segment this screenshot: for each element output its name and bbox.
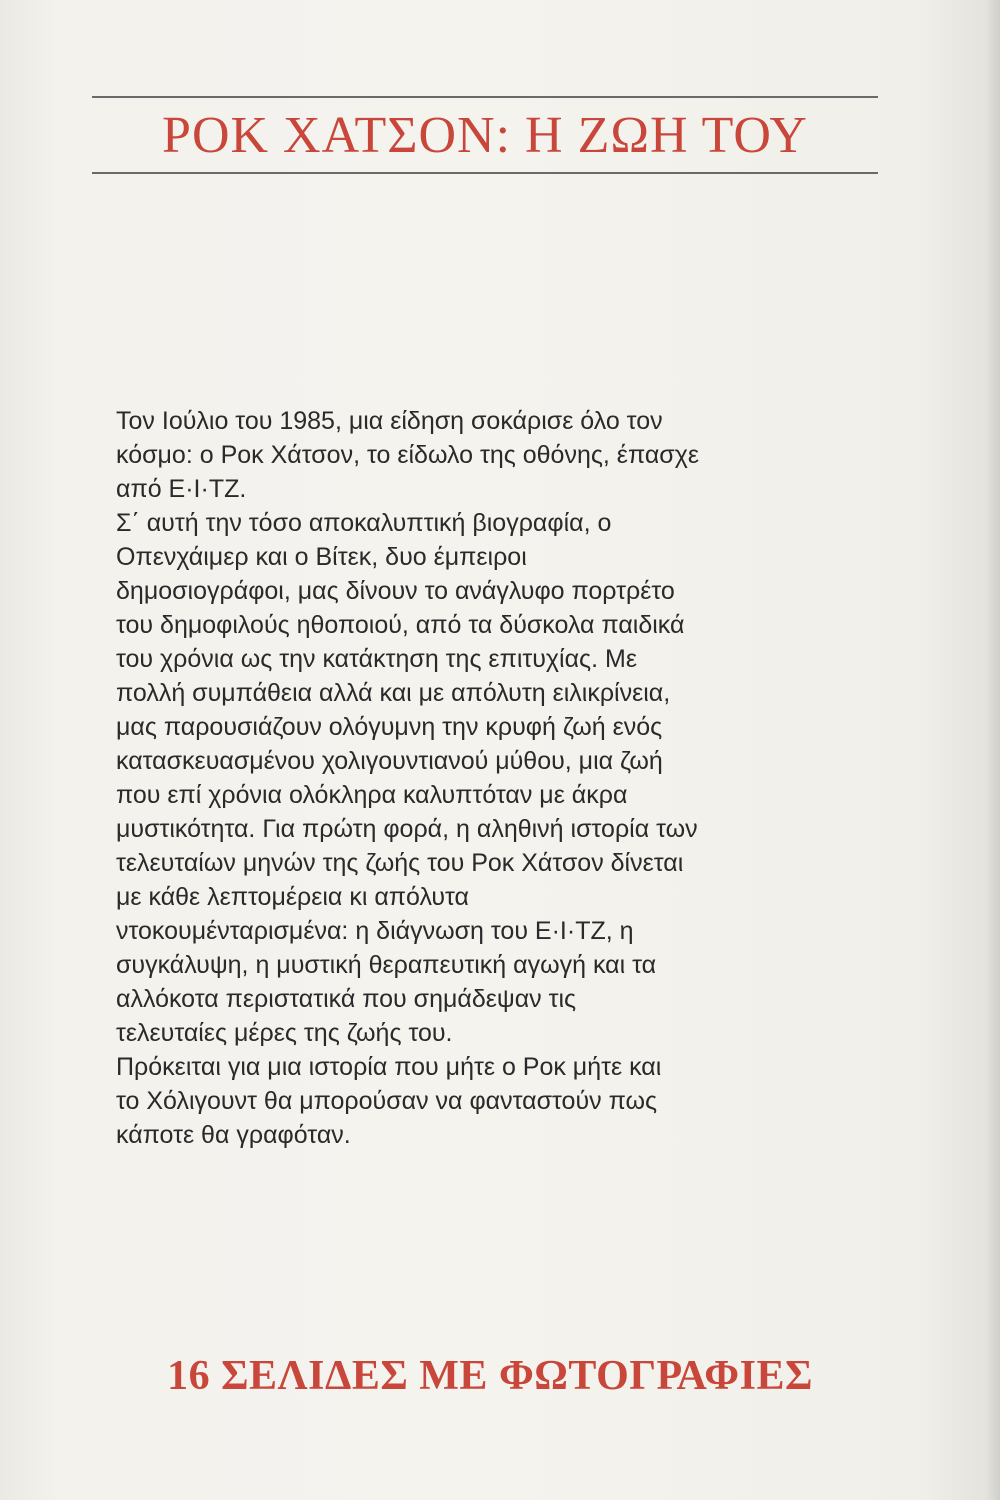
blurb-paragraph-1: Τον Ιούλιο του 1985, μια είδηση σοκάρισε όλο τον κόσμο: ο Ροκ Χάτσον, το είδωλο της οθόνης, έπασχε από Ε·Ι·ΤΖ. xyxy=(116,407,699,503)
spine-edge-shadow xyxy=(986,0,1000,1500)
title-top-rule xyxy=(92,96,878,98)
blurb-text xyxy=(116,404,876,1152)
blurb-paragraph-2: Σ΄ αυτή την τόσο αποκαλυπτική βιογραφία, ο Οπενχάιμερ και ο Βίτεκ, δυο έμπειροι δημοσιογράφοι, μας δίνουν το ανάγλυφο πορτρέτο του δημοφιλούς ηθοποιού, από τα δύσκολα παιδικά του χρόνια ως την κατάκτηση της επιτυχίας. Με πολλή συμπάθεια αλλά και με απόλυτη ειλικρίνεια, μας παρουσιάζουν ολόγυμνη την κρυφή ζωή ενός κατασκευασμένου χολιγουντιανού μύθου, μια ζωή που επί χρόνια ολόκληρα καλυπτόταν με άκρα μυστικότητα. Για πρώτη φορά, η αληθινή ιστορία των τελευταίων μηνών της ζωής του Ροκ Χάτσον δίνεται με κάθε λεπτομέρεια κι απόλυτα ντοκουμένταρισμένα: η διάγνωση του Ε·Ι·ΤΖ, η συγκάλυψη, η μυστική θεραπευτική αγωγή και τα αλλόκοτα περιστατικά που σημάδεψαν τις τελευταίες μέρες της ζωής του. xyxy=(116,509,698,1047)
title-bottom-rule xyxy=(92,172,878,174)
book-title: ΡΟΚ ΧΑΤΣΟΝ: Η ΖΩΗ ΤΟΥ xyxy=(162,107,808,164)
blurb-paragraph-3: Πρόκειται για μια ιστορία που μήτε ο Ροκ μήτε και το Χόλιγουντ θα μπορούσαν να φανταστούν πως κάποτε θα γραφόταν. xyxy=(116,1053,662,1149)
photos-note: 16 ΣΕΛΙΔΕΣ ΜΕ ΦΩΤΟΓΡΑΦΙΕΣ xyxy=(167,1353,813,1399)
